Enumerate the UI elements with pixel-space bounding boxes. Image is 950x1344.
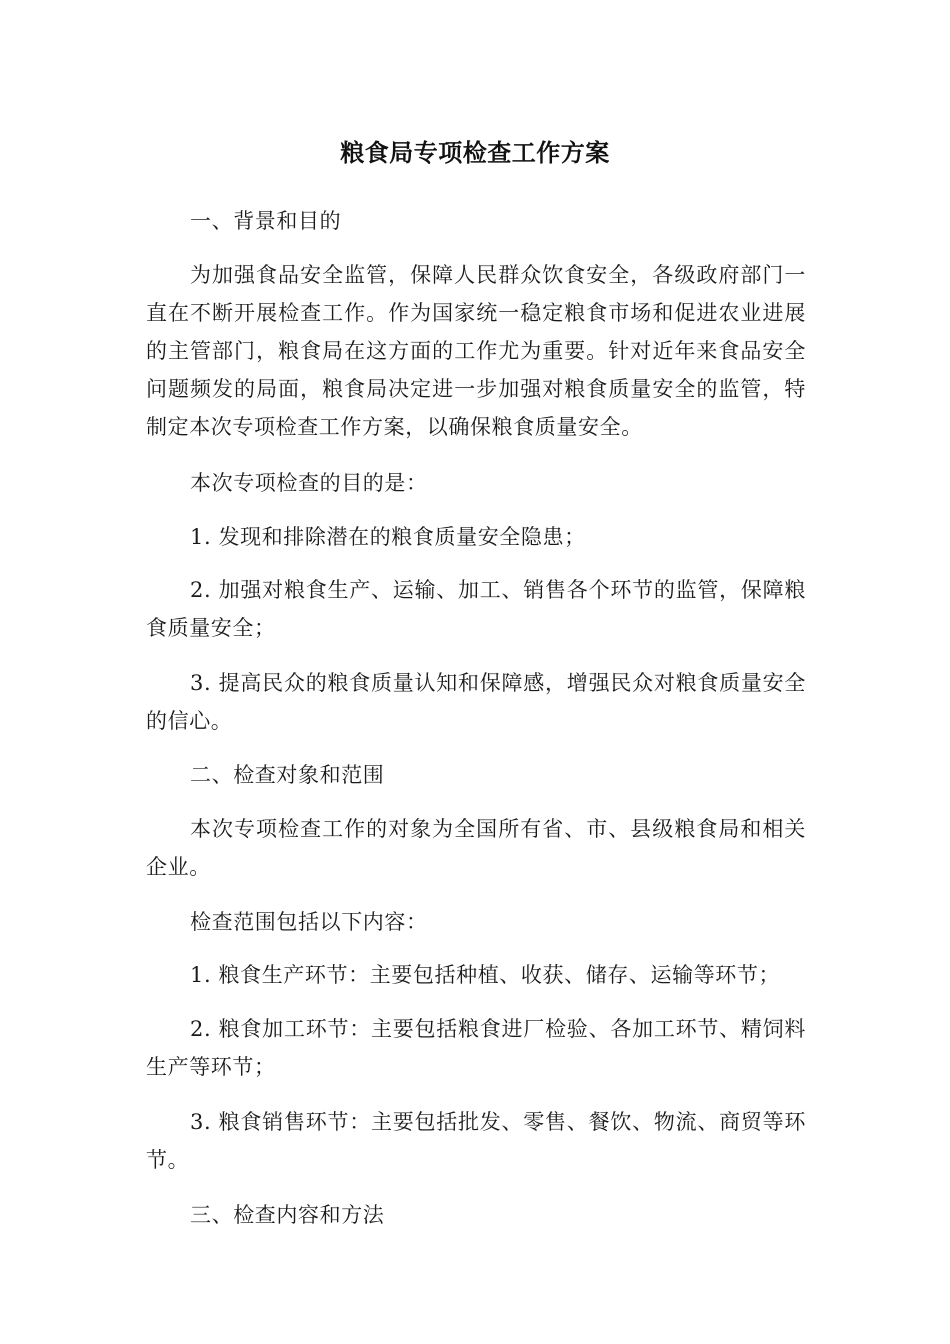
scope-item-3: 3. 粮食销售环节：主要包括批发、零售、餐饮、物流、商贸等环节。 <box>146 1110 806 1172</box>
paragraph-background: 为加强食品安全监管，保障人民群众饮食安全，各级政府部门一直在不断开展检查工作。作为国家统一稳定粮食市场和促进农业进展的主管部门，粮食局在这方面的工作尤为重要。针对近年来食品安全问题频发的局面，粮食局决定进一步加强对粮食质量安全的监管，特制定本次专项检查工作方案，以确保粮食质量安全。 <box>146 263 806 439</box>
section-heading-background: 一、背景和目的 <box>190 209 342 233</box>
purpose-item-3: 3. 提高民众的粮食质量认知和保障感，增强民众对粮食质量安全的信心。 <box>146 671 806 733</box>
paragraph-purpose-intro: 本次专项检查的目的是： <box>190 471 428 495</box>
scope-item-1: 1. 粮食生产环节：主要包括种植、收获、储存、运输等环节； <box>190 963 781 987</box>
paragraph-scope-intro: 检查范围包括以下内容： <box>190 910 428 934</box>
paragraph-scope-objects: 本次专项检查工作的对象为全国所有省、市、县级粮食局和相关企业。 <box>146 817 806 879</box>
section-heading-scope: 二、检查对象和范围 <box>190 763 385 787</box>
document-title: 粮食局专项检查工作方案 <box>340 139 610 167</box>
purpose-item-2: 2. 加强对粮食生产、运输、加工、销售各个环节的监管，保障粮食质量安全； <box>146 578 806 640</box>
scope-item-2: 2. 粮食加工环节：主要包括粮食进厂检验、各加工环节、精饲料生产等环节； <box>146 1017 806 1079</box>
section-heading-methods: 三、检查内容和方法 <box>190 1203 385 1227</box>
purpose-item-1: 1. 发现和排除潜在的粮食质量安全隐患； <box>190 525 586 549</box>
